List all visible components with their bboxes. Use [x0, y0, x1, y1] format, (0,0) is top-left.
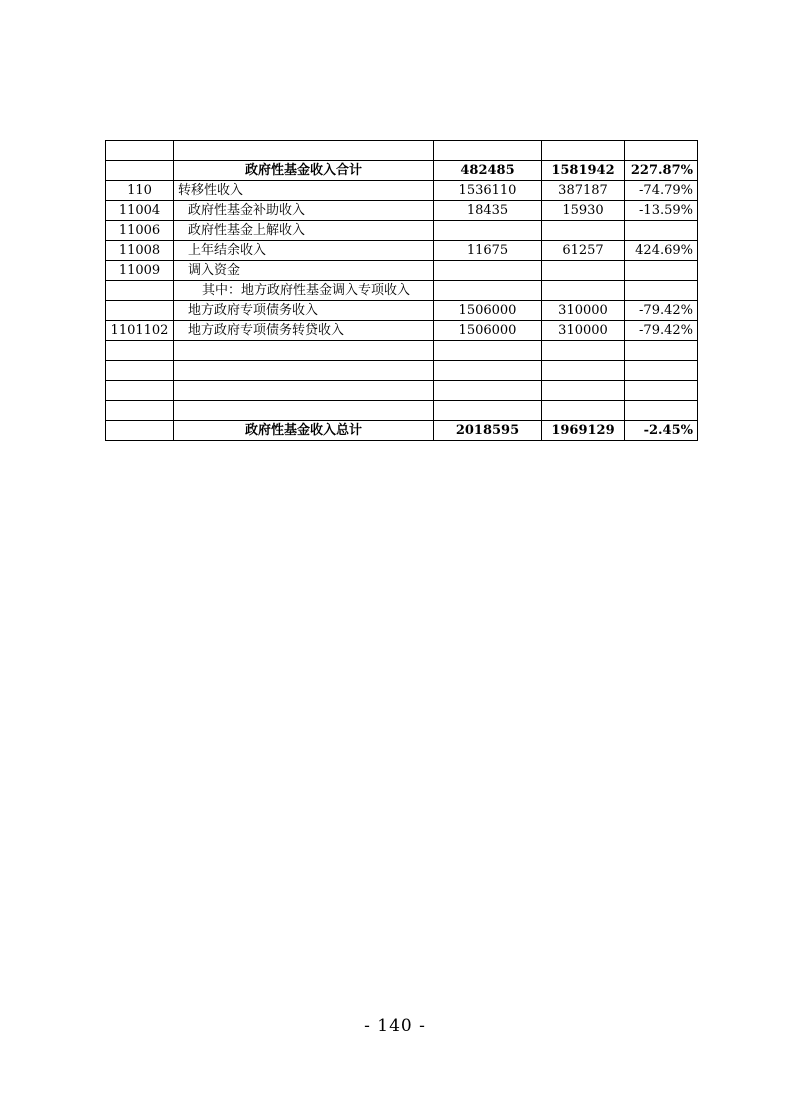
- row-code: [106, 161, 174, 181]
- row-value-curr: [542, 341, 625, 361]
- row-value-prev: 1536110: [434, 181, 542, 201]
- row-value-prev: [434, 221, 542, 241]
- fund-revenue-table: [105, 140, 698, 441]
- table-row: [106, 421, 698, 441]
- row-value-curr: 310000: [542, 321, 625, 341]
- row-change-pct: -79.42%: [625, 321, 698, 341]
- row-value-prev: 18435: [434, 201, 542, 221]
- row-value-curr: 387187: [542, 181, 625, 201]
- row-change-pct: -79.42%: [625, 301, 698, 321]
- row-code: 11006: [106, 221, 174, 241]
- row-value-prev: [434, 361, 542, 381]
- row-value-curr: [542, 381, 625, 401]
- row-value-curr: [542, 261, 625, 281]
- row-value-curr: [542, 361, 625, 381]
- row-value-curr: [542, 221, 625, 241]
- row-change-pct: [625, 261, 698, 281]
- row-code: [106, 401, 174, 421]
- row-value-curr: 1581942: [542, 161, 625, 181]
- row-name: [174, 381, 434, 401]
- row-value-curr: 310000: [542, 301, 625, 321]
- table-row: [106, 361, 698, 381]
- page-number: - 140 -: [364, 1016, 426, 1036]
- row-change-pct: [625, 381, 698, 401]
- row-value-prev: 1506000: [434, 301, 542, 321]
- table-row: [106, 321, 698, 341]
- row-change-pct: [625, 141, 698, 161]
- row-code: [106, 341, 174, 361]
- row-change-pct: [625, 341, 698, 361]
- row-value-prev: 11675: [434, 241, 542, 261]
- row-code: 110: [106, 181, 174, 201]
- row-value-prev: 1506000: [434, 321, 542, 341]
- row-value-curr: [542, 401, 625, 421]
- row-code: [106, 421, 174, 441]
- row-value-curr: [542, 281, 625, 301]
- row-code: [106, 361, 174, 381]
- row-value-curr: 1969129: [542, 421, 625, 441]
- row-name: 政府性基金上解收入: [174, 221, 434, 241]
- row-value-prev: [434, 401, 542, 421]
- row-value-prev: [434, 281, 542, 301]
- row-change-pct: [625, 401, 698, 421]
- fund-table-body: [106, 141, 698, 441]
- row-value-prev: [434, 341, 542, 361]
- table-row: [106, 161, 698, 181]
- row-name: 政府性基金收入合计: [174, 161, 434, 181]
- table-row: [106, 301, 698, 321]
- row-value-prev: 482485: [434, 161, 542, 181]
- row-value-prev: 2018595: [434, 421, 542, 441]
- row-code: 1101102: [106, 321, 174, 341]
- table-row: [106, 201, 698, 221]
- table-row: [106, 181, 698, 201]
- row-name: 调入资金: [174, 261, 434, 281]
- row-code: 11004: [106, 201, 174, 221]
- row-name: [174, 141, 434, 161]
- row-name: 地方政府专项债务收入: [174, 301, 434, 321]
- row-name: 其中：地方政府性基金调入专项收入: [174, 281, 434, 301]
- row-name: 地方政府专项债务转贷收入: [174, 321, 434, 341]
- table-row: [106, 241, 698, 261]
- row-value-prev: [434, 381, 542, 401]
- row-value-curr: 15930: [542, 201, 625, 221]
- row-value-prev: [434, 141, 542, 161]
- row-name: [174, 401, 434, 421]
- row-change-pct: -74.79%: [625, 181, 698, 201]
- row-name: [174, 341, 434, 361]
- row-change-pct: 227.87%: [625, 161, 698, 181]
- row-name: 政府性基金补助收入: [174, 201, 434, 221]
- table-row: [106, 381, 698, 401]
- table-row: [106, 281, 698, 301]
- row-code: 11009: [106, 261, 174, 281]
- row-change-pct: -13.59%: [625, 201, 698, 221]
- row-change-pct: -2.45%: [625, 421, 698, 441]
- row-change-pct: 424.69%: [625, 241, 698, 261]
- row-change-pct: [625, 361, 698, 381]
- row-code: [106, 141, 174, 161]
- row-code: [106, 381, 174, 401]
- table-row: [106, 221, 698, 241]
- row-value-curr: [542, 141, 625, 161]
- row-name: 转移性收入: [174, 181, 434, 201]
- table-row: [106, 341, 698, 361]
- row-value-curr: 61257: [542, 241, 625, 261]
- row-name: [174, 361, 434, 381]
- row-name: 上年结余收入: [174, 241, 434, 261]
- row-change-pct: [625, 281, 698, 301]
- table-row: [106, 141, 698, 161]
- table-row: [106, 261, 698, 281]
- table-row: [106, 401, 698, 421]
- row-code: [106, 301, 174, 321]
- row-code: 11008: [106, 241, 174, 261]
- row-value-prev: [434, 261, 542, 281]
- row-code: [106, 281, 174, 301]
- row-change-pct: [625, 221, 698, 241]
- row-name: 政府性基金收入总计: [174, 421, 434, 441]
